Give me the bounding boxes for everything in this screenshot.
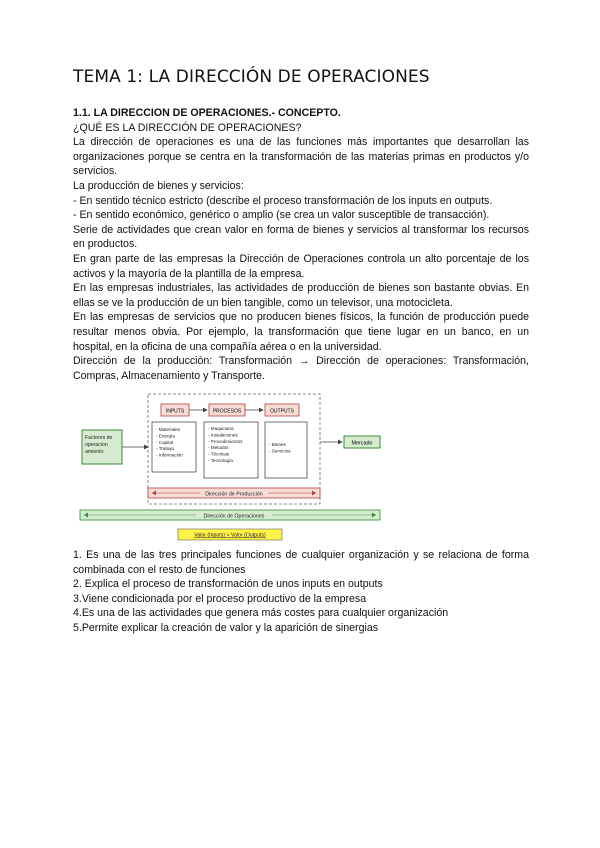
list-item-2: 2. Explica el proceso de transformación de unos inputs en outputs	[73, 578, 383, 591]
direccion-produccion-label: Dirección de Producción	[205, 491, 263, 498]
paragraph-7: En las empresas industriales, las actividades de producción de bienes son bastante obvias. En ellas se ve la producción de un bien tangible, como un televisor, una motocicleta.	[73, 282, 529, 309]
list-item-3: 3.Viene condicionada por el proceso productivo de la empresa	[73, 592, 367, 605]
inputs-item: - Energía	[156, 433, 175, 439]
outputs-title: OUTPUTS	[270, 408, 294, 415]
section-heading: 1.1. LA DIRECCION DE OPERACIONES.- CONCEPTO.	[73, 107, 341, 119]
inputs-item: - Capital	[156, 439, 174, 445]
inputs-item: - Trabajo	[156, 446, 175, 452]
procesos-item: - Instalaciones	[208, 432, 238, 438]
paragraph-8: En las empresas de servicios que no producen bienes físicos, la función de producción puede resultar menos obvia. Por ejemplo, la transformación que tiene lugar en un banco, en un hospital, en la oficina de una compañía aérea o en la universidad.	[73, 311, 529, 353]
inputs-title: INPUTS	[165, 408, 185, 415]
page-title: TEMA 1: LA DIRECCIÓN DE OPERACIONES	[73, 67, 430, 87]
valor-label: Valor (Inputs) < Valor (Outputs)	[194, 532, 266, 539]
question-text: ¿QUÉ ES LA DIRECCIÓN DE OPERACIONES?	[73, 121, 302, 134]
procesos-title: PROCESOS	[212, 408, 242, 415]
factors-line-1: Factores de	[85, 435, 113, 441]
factors-line-2: operacion	[85, 442, 108, 448]
procesos-item: - Procedimientos	[208, 438, 243, 444]
paragraph-3: - En sentido técnico estricto (describe el proceso transformación de los inputs en outputs.	[73, 194, 493, 207]
outputs-item: - Servicios	[269, 448, 291, 454]
factors-line-3: amiento	[85, 449, 104, 455]
inputs-item: - Información	[156, 452, 183, 458]
list-item-1: 1. Es una de las tres principales funciones de cualquier organización y se relaciona de forma combinada con el resto de funciones	[73, 549, 529, 576]
procesos-item: - Técnicas	[208, 451, 230, 457]
direccion-operaciones-label: Dirección de Operaciones	[203, 513, 265, 520]
outputs-item: - Bienes	[269, 442, 286, 447]
procesos-item: - Maquinaria	[208, 426, 234, 431]
paragraph-6: En gran parte de las empresas la Dirección de Operaciones controla un alto porcentaje de los activos y la mayoría de la plantilla de la empresa.	[73, 252, 529, 280]
numbered-list	[73, 548, 529, 636]
paragraph-2: La producción de bienes y servicios:	[73, 179, 244, 192]
paragraph-4: - En sentido económico, genérico o amplio (se crea un valor susceptible de transacción).	[73, 209, 490, 222]
procesos-item: - Métodos	[208, 445, 229, 451]
list-item-5: 5.Permite explicar la creación de valor y la aparición de sinergias	[73, 621, 379, 634]
mercado-label: Mercado	[351, 440, 373, 447]
list-item-4: 4.Es una de las actividades que genera más costes para cualquier organización	[73, 607, 449, 620]
paragraph-9: Dirección de la producción: Transformación → Dirección de operaciones: Transformación, Compras, Almacenamiento y Transporte.	[73, 355, 529, 382]
procesos-item: - Tecnología	[208, 458, 233, 463]
operations-diagram	[78, 392, 382, 542]
body-text	[73, 106, 529, 383]
inputs-item: - Materiales	[156, 427, 180, 432]
paragraph-1: La dirección de operaciones es una de las funciones más importantes que desarrollan las organizaciones porque se centra en la transformación de las materias primas en productos y/o servicios.	[73, 136, 529, 178]
paragraph-5: Serie de actividades que crean valor en forma de bienes y servicios al transformar los recursos en productos.	[73, 223, 529, 251]
